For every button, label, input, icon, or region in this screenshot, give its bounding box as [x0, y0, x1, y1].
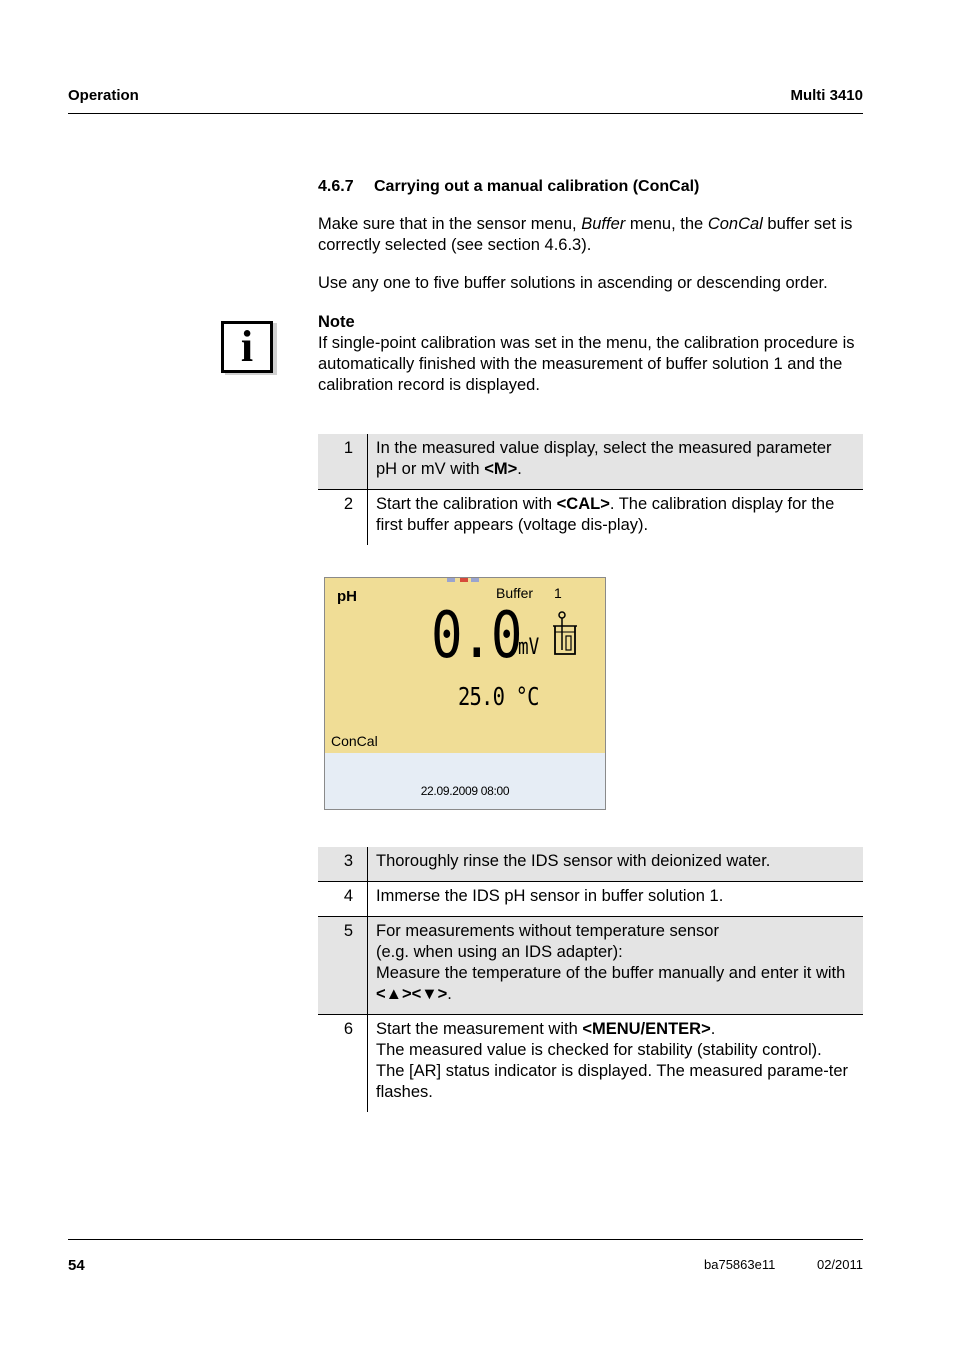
status-dot — [447, 578, 455, 582]
step-number: 6 — [318, 1015, 368, 1113]
running-header-product: Multi 3410 — [790, 87, 863, 104]
document-date: 02/2011 — [816, 1257, 863, 1272]
footer-rule — [68, 1239, 863, 1240]
note-title: Note — [318, 313, 355, 331]
step-text: For measurements without temperature sensor (e.g. when using an IDS adapter): Measure the temperature of the buffer manually and enter it with <▲><▼>. — [368, 917, 864, 1015]
section-title: Carrying out a manual calibration (ConCal) — [374, 178, 700, 195]
lcd-parameter: pH — [337, 588, 357, 605]
step-row — [318, 490, 863, 546]
intro-paragraph-2: Use any one to five buffer solutions in ascending or descending order. — [318, 274, 828, 292]
steps-table-1 — [318, 434, 863, 545]
document-id: ba75863e11 — [704, 1257, 776, 1272]
lcd-datetime: 22.09.2009 08:00 — [420, 784, 510, 798]
status-dot — [460, 578, 468, 582]
step-text: In the measured value display, select the measured parameter pH or mV with <M>. — [368, 434, 864, 490]
beaker-sensor-icon — [551, 610, 579, 658]
step-number: 2 — [318, 490, 368, 546]
note-text: If single-point calibration was set in the menu, the calibration procedure is automatically finished with the measurement of buffer solution 1 and the calibration record is displayed. — [318, 334, 855, 394]
step-row — [318, 434, 863, 490]
lcd-measured-value: 0.0 — [431, 599, 521, 673]
header-rule — [68, 113, 863, 114]
meter-display — [324, 577, 606, 810]
lcd-calibration-mode: ConCal — [331, 733, 378, 749]
lcd-screen — [325, 578, 605, 753]
lcd-buffer-number: 1 — [554, 585, 562, 601]
step-number: 3 — [318, 847, 368, 882]
step-text: Immerse the IDS pH sensor in buffer solution 1. — [368, 882, 864, 917]
steps-table-2 — [318, 847, 863, 1112]
status-dot — [471, 578, 479, 582]
lcd-temperature: 25.0 °C — [458, 682, 539, 711]
step-row — [318, 847, 863, 882]
lcd-unit: mV — [518, 635, 540, 660]
step-text: Thoroughly rinse the IDS sensor with deionized water. — [368, 847, 864, 882]
section-heading — [318, 178, 699, 196]
step-row — [318, 1015, 863, 1113]
lcd-buffer-label: Buffer — [496, 585, 534, 601]
step-text: Start the calibration with <CAL>. The calibration display for the first buffer appears (voltage dis-play). — [368, 490, 864, 546]
step-number: 4 — [318, 882, 368, 917]
info-icon: i — [221, 321, 273, 373]
running-header-section: Operation — [68, 87, 139, 104]
step-number: 5 — [318, 917, 368, 1015]
step-row — [318, 882, 863, 917]
section-number: 4.6.7 — [318, 178, 354, 195]
step-row — [318, 917, 863, 1015]
step-number: 1 — [318, 434, 368, 490]
page-number: 54 — [68, 1257, 85, 1274]
step-text: Start the measurement with <MENU/ENTER>. The measured value is checked for stability (stability control). The [AR] status indicator is displayed. The measured parame-ter flashes. — [368, 1015, 864, 1113]
intro-paragraph-1: Make sure that in the sensor menu, Buffer menu, the ConCal buffer set is correctly selected (see section 4.6.3). — [318, 215, 853, 254]
